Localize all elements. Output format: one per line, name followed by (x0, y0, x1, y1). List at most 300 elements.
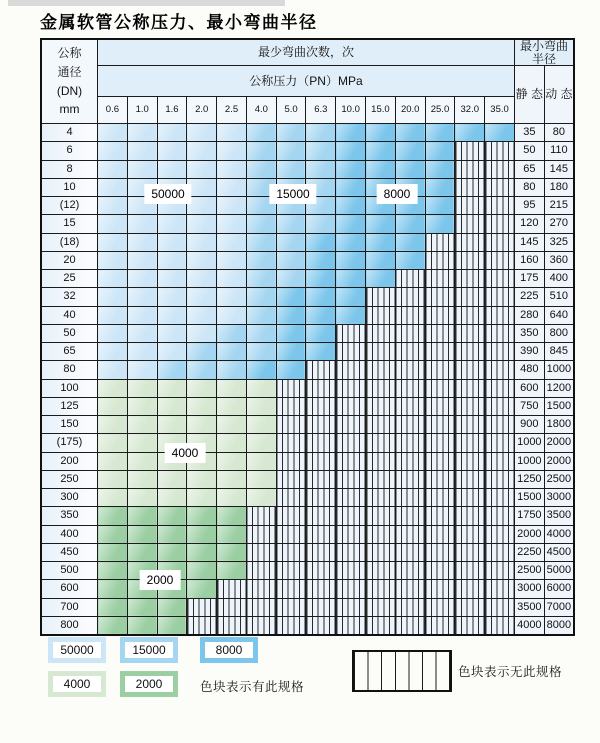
pressure-cell-no-spec (336, 361, 366, 379)
pressure-cell-g2 (127, 598, 157, 616)
pressure-cell-no-spec (485, 379, 515, 397)
static-radius-cell: 3500 (514, 598, 544, 616)
pressure-cell-no-spec (336, 525, 366, 543)
col-header-pressure-value: 15.0 (366, 97, 396, 124)
pressure-cell-no-spec (366, 361, 396, 379)
static-radius-cell: 1000 (514, 452, 544, 470)
pressure-cell-no-spec (485, 251, 515, 269)
pressure-cell-b8 (336, 233, 366, 251)
cycle-count-label: 15000 (269, 184, 316, 204)
static-radius-cell: 175 (514, 270, 544, 288)
pressure-cell-no-spec (485, 178, 515, 196)
pressure-cell-g4 (217, 416, 247, 434)
pressure-cell-b8 (276, 343, 306, 361)
pressure-cell-g2 (98, 543, 128, 561)
pressure-cell-g4 (217, 489, 247, 507)
pressure-cell-no-spec (455, 416, 485, 434)
pressure-cell-g4 (246, 452, 276, 470)
legend-swatch-50000 (48, 637, 106, 663)
col-header-pressure-value: 32.0 (455, 97, 485, 124)
pressure-cell-b8 (306, 251, 336, 269)
pressure-cell-no-spec (336, 489, 366, 507)
pressure-cell-no-spec (395, 452, 425, 470)
table-row (41, 434, 574, 452)
pressure-cell-b15 (187, 343, 217, 361)
pressure-cell-b50 (157, 124, 187, 142)
pressure-cell-no-spec (366, 580, 396, 598)
pressure-cell-no-spec (395, 343, 425, 361)
pressure-cell-no-spec (366, 397, 396, 415)
dn-cell: 10 (41, 178, 98, 196)
pressure-cell-no-spec (485, 525, 515, 543)
static-radius-cell: 65 (514, 160, 544, 178)
table-row (41, 562, 574, 580)
pressure-cell-b50 (157, 306, 187, 324)
pressure-cell-g4 (98, 416, 128, 434)
pressure-cell-g2 (187, 543, 217, 561)
dynamic-radius-cell: 5000 (544, 562, 574, 580)
pressure-cell-no-spec (485, 598, 515, 616)
legend-swatch-value: 15000 (125, 642, 173, 658)
pressure-cell-b50 (98, 251, 128, 269)
pressure-cell-g4 (98, 379, 128, 397)
cycle-count-label: 50000 (144, 184, 191, 204)
pressure-cell-b8 (485, 124, 515, 142)
pressure-cell-g4 (187, 379, 217, 397)
pressure-cell-no-spec (485, 543, 515, 561)
pressure-cell-no-spec (366, 379, 396, 397)
pressure-cell-no-spec (395, 580, 425, 598)
pressure-cell-no-spec (395, 489, 425, 507)
pressure-cell-b15 (246, 324, 276, 342)
pressure-cell-g4 (157, 379, 187, 397)
pressure-cell-b8 (336, 215, 366, 233)
pressure-cell-g2 (187, 580, 217, 598)
pressure-cell-b50 (187, 270, 217, 288)
pressure-cell-g2 (98, 580, 128, 598)
pressure-cell-g4 (187, 416, 217, 434)
pressure-cell-b50 (127, 324, 157, 342)
pressure-cell-b8 (336, 270, 366, 288)
pressure-cell-b50 (127, 361, 157, 379)
dn-cell: 32 (41, 288, 98, 306)
pressure-cell-b15 (246, 270, 276, 288)
pressure-cell-no-spec (485, 580, 515, 598)
pressure-cell-b50 (127, 124, 157, 142)
dynamic-radius-cell: 1200 (544, 379, 574, 397)
pressure-cell-b50 (217, 251, 247, 269)
pressure-cell-no-spec (425, 452, 455, 470)
pressure-cell-no-spec (455, 452, 485, 470)
dn-cell: 300 (41, 489, 98, 507)
pressure-cell-no-spec (485, 397, 515, 415)
dn-cell: 350 (41, 507, 98, 525)
static-radius-cell: 1250 (514, 470, 544, 488)
pressure-cell-no-spec (425, 489, 455, 507)
pressure-cell-b50 (187, 215, 217, 233)
pressure-cell-b8 (336, 306, 366, 324)
pressure-cell-no-spec (425, 598, 455, 616)
table-row (41, 489, 574, 507)
page-title: 金属软管公称压力、最小弯曲半径 (40, 13, 318, 33)
pressure-cell-no-spec (425, 543, 455, 561)
pressure-cell-no-spec (366, 343, 396, 361)
col-header-pressure-value: 2.5 (217, 97, 247, 124)
pressure-cell-no-spec (455, 434, 485, 452)
spec-table (40, 38, 575, 636)
static-radius-cell: 350 (514, 324, 544, 342)
static-radius-cell: 95 (514, 197, 544, 215)
pressure-cell-b15 (306, 160, 336, 178)
pressure-cell-no-spec (395, 270, 425, 288)
pressure-cell-b50 (157, 288, 187, 306)
pressure-cell-no-spec (455, 142, 485, 160)
pressure-cell-b15 (306, 142, 336, 160)
pressure-cell-no-spec (395, 434, 425, 452)
pressure-cell-no-spec (395, 379, 425, 397)
pressure-cell-b50 (157, 215, 187, 233)
pressure-cell-no-spec (425, 525, 455, 543)
pressure-cell-g4 (127, 434, 157, 452)
pressure-cell-b8 (425, 124, 455, 142)
pressure-cell-g2 (98, 507, 128, 525)
pressure-cell-b50 (157, 270, 187, 288)
dynamic-radius-cell: 3000 (544, 489, 574, 507)
pressure-cell-g4 (98, 452, 128, 470)
pressure-cell-b50 (98, 306, 128, 324)
pressure-cell-no-spec (455, 543, 485, 561)
table-row (41, 233, 574, 251)
table-row (41, 397, 574, 415)
pressure-cell-no-spec (425, 324, 455, 342)
pressure-cell-no-spec (276, 416, 306, 434)
pressure-cell-b8 (276, 361, 306, 379)
pressure-cell-b8 (276, 324, 306, 342)
pressure-cell-no-spec (276, 525, 306, 543)
pressure-cell-no-spec (455, 197, 485, 215)
pressure-cell-b50 (217, 288, 247, 306)
dn-cell: 6 (41, 142, 98, 160)
pressure-cell-b8 (366, 160, 396, 178)
pressure-cell-no-spec (306, 452, 336, 470)
pressure-cell-b50 (187, 324, 217, 342)
pressure-cell-no-spec (395, 616, 425, 634)
pressure-cell-no-spec (455, 470, 485, 488)
pressure-cell-no-spec (276, 452, 306, 470)
pressure-cell-b50 (157, 160, 187, 178)
pressure-cell-b50 (98, 270, 128, 288)
static-radius-cell: 80 (514, 178, 544, 196)
pressure-cell-b15 (217, 361, 247, 379)
pressure-cell-g2 (157, 598, 187, 616)
pressure-cell-no-spec (366, 416, 396, 434)
pressure-cell-no-spec (425, 616, 455, 634)
pressure-cell-no-spec (276, 616, 306, 634)
pressure-cell-no-spec (425, 379, 455, 397)
pressure-cell-no-spec (395, 598, 425, 616)
pressure-cell-b50 (157, 324, 187, 342)
pressure-cell-no-spec (306, 543, 336, 561)
pressure-cell-no-spec (455, 343, 485, 361)
dynamic-radius-cell: 3500 (544, 507, 574, 525)
dynamic-radius-cell: 400 (544, 270, 574, 288)
pressure-cell-b15 (246, 343, 276, 361)
pressure-cell-no-spec (425, 434, 455, 452)
static-radius-cell: 480 (514, 361, 544, 379)
pressure-cell-no-spec (276, 598, 306, 616)
pressure-cell-no-spec (276, 562, 306, 580)
pressure-cell-no-spec (425, 288, 455, 306)
table-row (41, 616, 574, 634)
dynamic-radius-cell: 145 (544, 160, 574, 178)
pressure-cell-no-spec (395, 288, 425, 306)
pressure-cell-g2 (217, 562, 247, 580)
col-header-pressure-value: 20.0 (395, 97, 425, 124)
pressure-cell-no-spec (455, 580, 485, 598)
pressure-cell-g2 (127, 525, 157, 543)
pressure-cell-no-spec (485, 343, 515, 361)
table-row (41, 361, 574, 379)
static-radius-cell: 2250 (514, 543, 544, 561)
pressure-cell-b50 (217, 233, 247, 251)
pressure-cell-b50 (127, 160, 157, 178)
pressure-cell-b8 (425, 160, 455, 178)
pressure-cell-b8 (366, 270, 396, 288)
table-row (41, 598, 574, 616)
pressure-cell-b50 (98, 178, 128, 196)
col-header-pressure-value: 0.6 (98, 97, 128, 124)
pressure-cell-b15 (246, 306, 276, 324)
pressure-cell-no-spec (366, 306, 396, 324)
pressure-cell-no-spec (366, 324, 396, 342)
static-radius-cell: 280 (514, 306, 544, 324)
pressure-cell-g4 (246, 434, 276, 452)
pressure-cell-b50 (98, 160, 128, 178)
dn-cell: 125 (41, 397, 98, 415)
pressure-cell-b50 (98, 288, 128, 306)
col-header-pressure-value: 1.0 (127, 97, 157, 124)
pressure-cell-b15 (217, 324, 247, 342)
pressure-cell-b50 (217, 306, 247, 324)
pressure-cell-no-spec (485, 562, 515, 580)
pressure-cell-no-spec (366, 288, 396, 306)
legend-swatch-value: 50000 (53, 642, 101, 658)
pressure-cell-no-spec (336, 507, 366, 525)
table-row (41, 142, 574, 160)
pressure-cell-g4 (187, 397, 217, 415)
pressure-cell-b50 (217, 197, 247, 215)
pressure-cell-b8 (336, 124, 366, 142)
dn-cell: 400 (41, 525, 98, 543)
pressure-cell-g4 (98, 470, 128, 488)
pressure-cell-no-spec (276, 489, 306, 507)
pressure-cell-b50 (187, 233, 217, 251)
pressure-cell-b15 (246, 124, 276, 142)
pressure-cell-no-spec (485, 452, 515, 470)
table-row (41, 525, 574, 543)
pressure-cell-no-spec (366, 452, 396, 470)
pressure-cell-b8 (306, 288, 336, 306)
pressure-cell-b8 (336, 251, 366, 269)
pressure-cell-no-spec (455, 215, 485, 233)
table-row (41, 580, 574, 598)
pressure-cell-g4 (127, 379, 157, 397)
static-radius-cell: 600 (514, 379, 544, 397)
legend-hatch-box (352, 650, 452, 692)
col-header-pressure-value: 6.3 (306, 97, 336, 124)
pressure-cell-b15 (276, 233, 306, 251)
pressure-cell-b50 (187, 288, 217, 306)
cycle-count-label: 2000 (140, 570, 181, 590)
pressure-cell-no-spec (276, 470, 306, 488)
pressure-cell-b15 (276, 142, 306, 160)
pressure-cell-b50 (98, 142, 128, 160)
pressure-cell-b8 (306, 306, 336, 324)
pressure-cell-no-spec (455, 233, 485, 251)
pressure-cell-no-spec (455, 288, 485, 306)
pressure-cell-no-spec (485, 233, 515, 251)
pressure-cell-no-spec (455, 397, 485, 415)
col-header-pressure-value: 25.0 (425, 97, 455, 124)
pressure-cell-g2 (187, 525, 217, 543)
pressure-cell-g2 (98, 616, 128, 634)
pressure-cell-no-spec (366, 489, 396, 507)
pressure-cell-no-spec (246, 580, 276, 598)
static-radius-cell: 50 (514, 142, 544, 160)
pressure-cell-no-spec (336, 562, 366, 580)
col-header-pressure-value: 2.0 (187, 97, 217, 124)
pressure-cell-b50 (98, 343, 128, 361)
static-radius-cell: 750 (514, 397, 544, 415)
pressure-cell-no-spec (306, 489, 336, 507)
dynamic-radius-cell: 2000 (544, 434, 574, 452)
dn-cell: (18) (41, 233, 98, 251)
pressure-cell-no-spec (276, 397, 306, 415)
dn-cell: 200 (41, 452, 98, 470)
cycle-count-label: 4000 (165, 443, 206, 463)
pressure-cell-no-spec (425, 416, 455, 434)
pressure-cell-no-spec (246, 543, 276, 561)
pressure-cell-b50 (217, 178, 247, 196)
pressure-cell-b8 (306, 324, 336, 342)
pressure-cell-no-spec (366, 507, 396, 525)
dynamic-radius-cell: 1500 (544, 397, 574, 415)
dn-cell: 80 (41, 361, 98, 379)
pressure-cell-no-spec (336, 543, 366, 561)
table-row (41, 507, 574, 525)
pressure-cell-b8 (306, 233, 336, 251)
dn-cell: 20 (41, 251, 98, 269)
pressure-cell-no-spec (336, 379, 366, 397)
pressure-cell-no-spec (485, 306, 515, 324)
static-radius-cell: 1500 (514, 489, 544, 507)
static-radius-cell: 35 (514, 124, 544, 142)
table-row (41, 416, 574, 434)
pressure-cell-no-spec (306, 616, 336, 634)
static-radius-cell: 225 (514, 288, 544, 306)
pressure-cell-b8 (395, 142, 425, 160)
pressure-cell-no-spec (425, 306, 455, 324)
col-header-pressure-value: 1.6 (157, 97, 187, 124)
pressure-cell-b8 (395, 251, 425, 269)
pressure-cell-no-spec (395, 324, 425, 342)
pressure-cell-no-spec (336, 324, 366, 342)
pressure-cell-b50 (187, 306, 217, 324)
table-row (41, 543, 574, 561)
pressure-cell-g4 (127, 489, 157, 507)
legend-swatch-15000 (120, 637, 178, 663)
legend-swatch-2000 (120, 671, 178, 697)
pressure-cell-b50 (98, 215, 128, 233)
legend-swatch-4000 (48, 671, 106, 697)
pressure-cell-no-spec (306, 397, 336, 415)
dynamic-radius-cell: 7000 (544, 598, 574, 616)
dynamic-radius-cell: 2500 (544, 470, 574, 488)
pressure-cell-no-spec (485, 470, 515, 488)
pressure-cell-b50 (187, 160, 217, 178)
table-row (41, 470, 574, 488)
pressure-cell-b15 (276, 124, 306, 142)
pressure-cell-b8 (336, 160, 366, 178)
dn-cell: 100 (41, 379, 98, 397)
pressure-cell-g2 (217, 525, 247, 543)
pressure-cell-no-spec (395, 416, 425, 434)
pressure-cell-no-spec (425, 580, 455, 598)
pressure-cell-b8 (336, 197, 366, 215)
pressure-cell-b8 (336, 178, 366, 196)
pressure-cell-no-spec (425, 397, 455, 415)
pressure-cell-b8 (455, 124, 485, 142)
cycle-count-label: 8000 (377, 184, 418, 204)
table-row (41, 306, 574, 324)
static-radius-cell: 160 (514, 251, 544, 269)
dn-cell: 50 (41, 324, 98, 342)
pressure-cell-b15 (246, 251, 276, 269)
pressure-cell-no-spec (395, 562, 425, 580)
pressure-cell-b8 (366, 124, 396, 142)
pressure-cell-b15 (246, 233, 276, 251)
pressure-cell-g4 (127, 452, 157, 470)
dn-cell: 700 (41, 598, 98, 616)
pressure-cell-g4 (157, 397, 187, 415)
pressure-cell-b15 (157, 361, 187, 379)
pressure-cell-g4 (127, 416, 157, 434)
pressure-cell-g4 (98, 397, 128, 415)
legend-unavailable-text: 色块表示无此规格 (458, 665, 563, 679)
dn-cell: 8 (41, 160, 98, 178)
dynamic-radius-cell: 80 (544, 124, 574, 142)
pressure-cell-no-spec (455, 270, 485, 288)
pressure-cell-b50 (217, 142, 247, 160)
pressure-cell-no-spec (366, 470, 396, 488)
static-radius-cell: 2000 (514, 525, 544, 543)
pressure-cell-g2 (157, 616, 187, 634)
static-radius-cell: 1000 (514, 434, 544, 452)
dynamic-radius-cell: 180 (544, 178, 574, 196)
pressure-cell-b50 (187, 251, 217, 269)
table-row (41, 324, 574, 342)
pressure-cell-b8 (306, 270, 336, 288)
dynamic-radius-cell: 510 (544, 288, 574, 306)
pressure-cell-b50 (98, 233, 128, 251)
dynamic-radius-cell: 325 (544, 233, 574, 251)
pressure-cell-no-spec (485, 616, 515, 634)
pressure-cell-b15 (276, 215, 306, 233)
spec-table-area (40, 38, 575, 636)
pressure-cell-no-spec (455, 489, 485, 507)
pressure-cell-b8 (366, 251, 396, 269)
pressure-cell-g4 (157, 489, 187, 507)
